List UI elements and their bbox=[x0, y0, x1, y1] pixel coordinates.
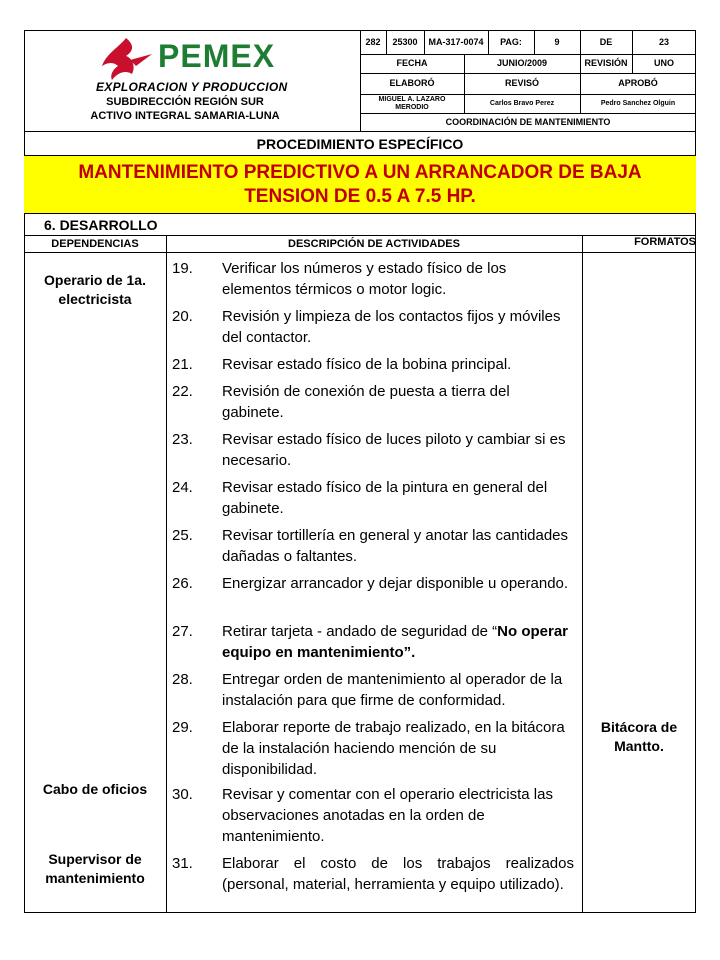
dep-operario bbox=[24, 271, 166, 309]
activity-text: Revisión de conexión de puesta a tierra del gabinete. bbox=[222, 383, 510, 421]
activity-text: Revisar estado físico de la pintura en general del gabinete. bbox=[222, 479, 548, 517]
activity-text: Revisión y limpieza de los contactos fijos y móviles del contactor. bbox=[222, 308, 561, 346]
pag-label: PAG: bbox=[500, 36, 522, 47]
aprobo-label: APROBÓ bbox=[618, 78, 658, 88]
activity-31 bbox=[172, 853, 574, 895]
activity-num: 30. bbox=[172, 786, 193, 803]
fecha-label: FECHA bbox=[396, 58, 428, 68]
subdireccion-label: SUBDIRECCIÓN REGIÓN SUR bbox=[106, 96, 264, 108]
activity-20 bbox=[172, 306, 574, 348]
fecha-value: JUNIO/2009 bbox=[496, 58, 548, 68]
pemex-eagle-icon bbox=[96, 36, 156, 82]
aprobo-name: Pedro Sanchez Olguin bbox=[600, 100, 676, 107]
de-label: DE bbox=[599, 36, 613, 47]
activity-num: 20. bbox=[172, 308, 193, 325]
activity-22 bbox=[172, 381, 574, 423]
activity-27-text-a: Retirar tarjeta - andado de seguridad de “ bbox=[222, 623, 498, 640]
activity-num: 26. bbox=[172, 575, 193, 592]
reviso-label: REVISÓ bbox=[504, 78, 539, 88]
activity-text: Entregar orden de mantenimiento al operador de la instalación para que firme de conformidad. bbox=[222, 671, 563, 709]
activity-num: 23. bbox=[172, 431, 193, 448]
activity-text: Verificar los números y estado físico de los elementos térmicos o motor logic. bbox=[222, 260, 507, 298]
dep-supervisor bbox=[24, 850, 166, 888]
activity-num: 31. bbox=[172, 855, 193, 872]
coordinacion-label: COORDINACIÓN DE MANTENIMIENTO bbox=[445, 116, 611, 127]
dep-operario-line1: Operario de 1a. bbox=[44, 272, 146, 288]
col-descripcion: DESCRIPCIÓN DE ACTIVIDADES bbox=[288, 237, 460, 250]
activity-19 bbox=[172, 258, 574, 300]
activity-24 bbox=[172, 477, 574, 519]
activity-30 bbox=[172, 784, 574, 847]
page-number: 9 bbox=[554, 36, 560, 47]
activity-29 bbox=[172, 717, 574, 780]
activity-text: Elaborar reporte de trabajo realizado, en la bitácora de la instalación haciendo mención de su disponibilidad. bbox=[222, 719, 565, 778]
activity-27-text-b: No operar equipo en mantenimiento”. bbox=[222, 623, 569, 661]
activity-text: Elaborar el costo de los trabajos realizados (personal, material, herramienta y equipo utilizado). bbox=[222, 855, 574, 893]
activity-21 bbox=[172, 354, 574, 375]
code1-cell: 282 bbox=[365, 36, 381, 47]
activity-27 bbox=[172, 621, 574, 663]
activity-text bbox=[222, 621, 574, 663]
activity-text: Energizar arrancador y dejar disponible u operando. bbox=[222, 575, 569, 592]
pemex-subtitle: EXPLORACION Y PRODUCCION bbox=[96, 80, 288, 94]
activity-28 bbox=[172, 669, 574, 711]
pemex-logo bbox=[92, 36, 288, 94]
title-banner bbox=[24, 155, 696, 214]
revision-value: UNO bbox=[654, 58, 674, 68]
activity-text: Revisar estado físico de la bobina principal. bbox=[222, 356, 512, 373]
dep-supervisor-line2: mantenimiento bbox=[45, 870, 145, 886]
total-pages: 23 bbox=[658, 36, 669, 47]
activity-num: 24. bbox=[172, 479, 193, 496]
revision-label: REVISIÓN bbox=[584, 58, 628, 68]
activity-25 bbox=[172, 525, 574, 567]
col-formatos: FORMATOS bbox=[634, 235, 696, 248]
doc-code-cell: MA-317-0074 bbox=[428, 36, 484, 47]
title-line-2: TENSION DE 0.5 A 7.5 HP. bbox=[244, 186, 476, 207]
activity-23 bbox=[172, 429, 574, 471]
title-line-1: MANTENIMIENTO PREDICTIVO A UN ARRANCADOR DE BAJA bbox=[78, 162, 642, 183]
code2-cell: 25300 bbox=[392, 36, 418, 47]
activo-label: ACTIVO INTEGRAL SAMARIA-LUNA bbox=[90, 110, 280, 122]
procedimiento-label: PROCEDIMIENTO ESPECÍFICO bbox=[256, 136, 464, 152]
reviso-name: Carlos Bravo Perez bbox=[489, 100, 555, 107]
activity-num: 29. bbox=[172, 719, 193, 736]
activity-text: Revisar tortillería en general y anotar las cantidades dañadas o faltantes. bbox=[222, 527, 569, 565]
dep-supervisor-line1: Supervisor de bbox=[48, 851, 142, 867]
elaboro-name: MIGUEL A. LAZARO MERODIO bbox=[378, 96, 446, 111]
activity-num: 22. bbox=[172, 383, 193, 400]
activity-num: 27. bbox=[172, 623, 193, 640]
activity-num: 19. bbox=[172, 260, 193, 277]
formato-bitacora bbox=[582, 718, 696, 756]
dep-cabo: Cabo de oficios bbox=[42, 781, 148, 797]
dep-operario-line2: electricista bbox=[58, 291, 132, 307]
formato-line1: Bitácora de bbox=[600, 719, 678, 735]
pemex-wordmark: PEMEX bbox=[158, 38, 276, 74]
elaboro-label: ELABORÓ bbox=[389, 78, 435, 88]
formato-line2: Mantto. bbox=[614, 738, 664, 754]
activity-num: 21. bbox=[172, 356, 193, 373]
activity-num: 25. bbox=[172, 527, 193, 544]
col-dependencias: DEPENDENCIAS bbox=[51, 237, 139, 250]
activity-text: Revisar y comentar con el operario electricista las observaciones anotadas en la orden de mantenimiento. bbox=[222, 786, 553, 845]
activity-26 bbox=[172, 573, 574, 594]
section-title: 6. DESARROLLO bbox=[44, 217, 158, 233]
activity-text: Revisar estado físico de luces piloto y cambiar si es necesario. bbox=[222, 431, 566, 469]
activity-num: 28. bbox=[172, 671, 193, 688]
